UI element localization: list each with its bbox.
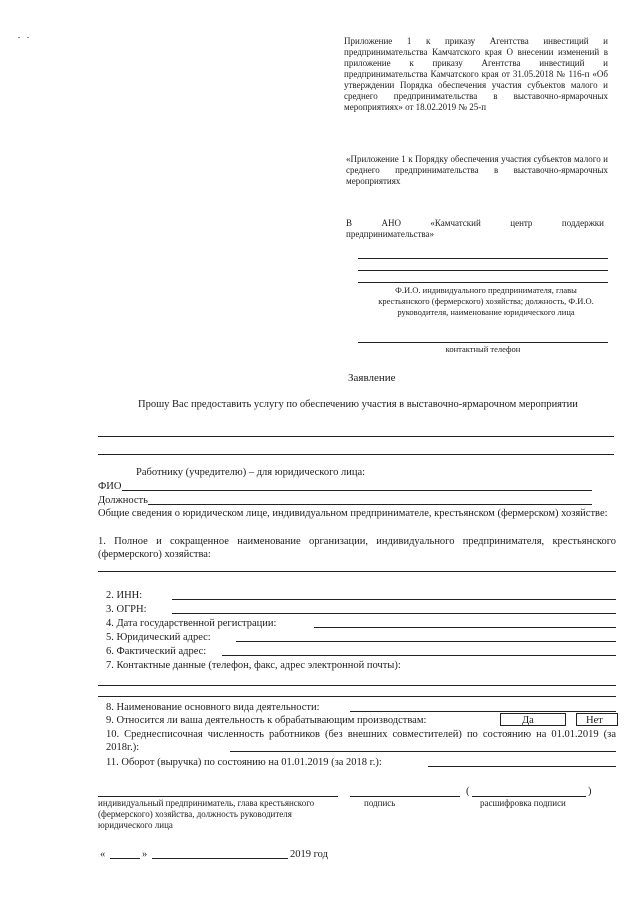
contacts-line [98, 685, 616, 686]
inn-line [172, 599, 616, 600]
employees-line [230, 751, 616, 752]
item-reg-date: 4. Дата государственной регистрации: [106, 618, 277, 629]
request-line [98, 436, 614, 437]
reg-date-line [314, 627, 616, 628]
ogrn-line [172, 613, 616, 614]
request-text: Прошу Вас предоставить услугу по обеспечению участия в выставочно-ярмарочном мероприятии [138, 399, 578, 410]
activity-line [350, 711, 616, 712]
fio-label: ФИО [98, 481, 122, 492]
turnover-line [428, 766, 616, 767]
phone-caption: контактный телефон [445, 344, 521, 354]
item-turnover: 11. Оборот (выручка) по состоянию на 01.01.2019 (за 2018 г.): [106, 757, 382, 768]
position-label: Должность [98, 495, 148, 506]
item-1-line [98, 571, 616, 572]
fio-line [122, 490, 592, 491]
paren-open: ( [466, 786, 470, 797]
signature-line [350, 796, 460, 797]
appendix-reference: «Приложение 1 к Порядку обеспечения участия субъектов малого и среднего предпринимательства в выставочно-ярмарочных мероприятиях [346, 154, 608, 186]
scan-speck [27, 37, 29, 38]
date-month-line [152, 858, 288, 859]
item-activity: 8. Наименование основного вида деятельности: [106, 702, 320, 713]
date-quote-close: » [142, 849, 148, 860]
date-quote-open: « [100, 849, 106, 860]
actual-address-line [222, 655, 616, 656]
position-line [148, 504, 592, 505]
position-signature-line [98, 796, 338, 797]
decode-caption: расшифровка подписи [480, 798, 566, 808]
request-line [98, 454, 614, 455]
item-actual-address: 6. Фактический адрес: [106, 646, 207, 657]
addressee-line [358, 270, 608, 271]
legal-address-line [236, 641, 616, 642]
item-inn: 2. ИНН: [106, 590, 143, 601]
phone-line [358, 342, 608, 343]
item-ogrn: 3. ОГРН: [106, 604, 147, 615]
sign-caption: подпись [364, 798, 396, 808]
no-label: Нет [586, 715, 603, 726]
item-employees: 10. Среднесписочная численность работников (без внешних совместителей) по состоянию на 01.01.2019 (за 2018г.): [106, 729, 616, 753]
item-legal-address: 5. Юридический адрес: [106, 632, 211, 643]
item-processing: 9. Относится ли ваша деятельность к обрабатывающим производствам: [106, 715, 427, 726]
date-day-line [110, 858, 140, 859]
general-info: Общие сведения о юридическом лице, индивидуальном предпринимателе, крестьянском (фермерском) хозяйстве: [98, 508, 608, 519]
addressee-line [358, 258, 608, 259]
page-title: Заявление [348, 372, 396, 384]
employee-heading: Работнику (учредителю) – для юридического лица: [136, 467, 366, 478]
contacts-line [98, 696, 616, 697]
decode-line [472, 796, 586, 797]
sender-caption: Ф.И.О. индивидуального предпринимателя, главы крестьянского (фермерского) хозяйства; должность, Ф.И.О. руководителя, наименование юридического лица [378, 285, 594, 317]
item-contacts: 7. Контактные данные (телефон, факс, адрес электронной почты): [106, 660, 401, 671]
paren-close: ) [588, 786, 592, 797]
addressee: В АНО «Камчатский центр поддержки предпринимательства» [346, 218, 604, 239]
addressee-line [358, 282, 608, 283]
yes-label: Да [522, 715, 534, 726]
item-1-name: 1. Полное и сокращенное наименование организации, индивидуального предпринимателя, крестьянского (фермерского) хозяйства: [98, 536, 616, 560]
signer-caption: индивидуальный предприниматель, глава крестьянского (фермерского) хозяйства, должность руководителя юридического лица [98, 798, 315, 830]
appendix-header: Приложение 1 к приказу Агентства инвестиций и предпринимательства Камчатского края О внесении изменений в приложение к приказу Агентства инвестиций и предпринимательства Камчатского края от 31.05.2018 № 116-п «Об утверждении Порядка обеспечения участия субъектов малого и среднего предпринимательства в выставочно-ярмарочных мероприятиях» от 18.02.2019 № 25-п [344, 36, 608, 112]
date-year: 2019 год [290, 849, 328, 860]
scan-speck [18, 37, 20, 38]
